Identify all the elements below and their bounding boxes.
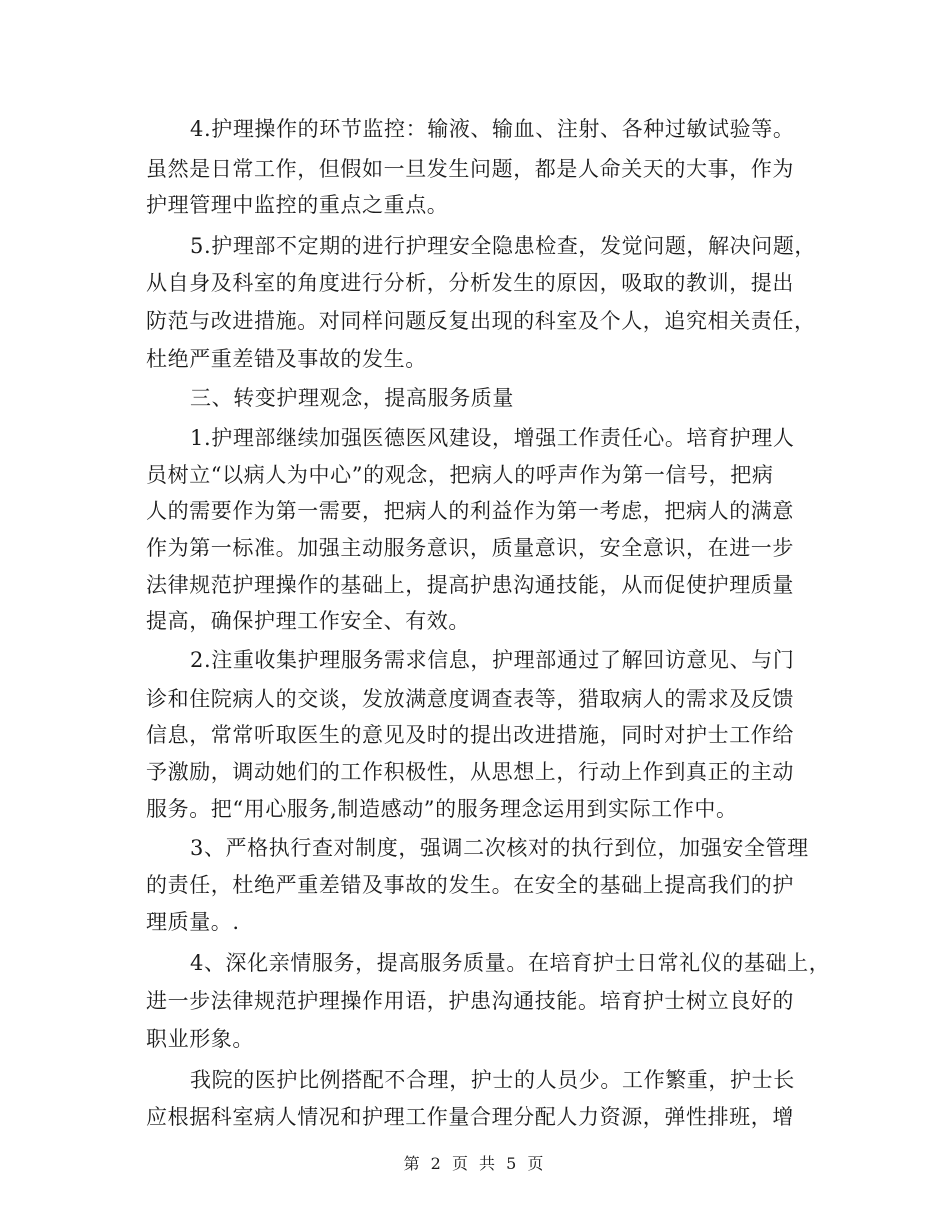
text-line: 的责任，杜绝严重差错及事故的发生。在安全的基础上提高我们的护 [146, 873, 794, 897]
text-line: 理质量。. [146, 910, 240, 934]
text-line: 进一步法律规范护理操作用语，护患沟通技能。培育护士树立良好的 [146, 989, 794, 1013]
text-line: 护理管理中监控的重点之重点。 [146, 193, 449, 217]
text-line: 防范与改进措施。对同样问题反复出现的科室及个人，追究相关责任， [146, 309, 816, 333]
text-line: 人的需要作为第一需要，把病人的利益作为第一考虑，把病人的满意 [146, 499, 794, 523]
text-line: 4、深化亲情服务，提高服务质量。在培育护士日常礼仪的基础上， [190, 951, 831, 975]
text-line: 杜绝严重差错及事故的发生。 [146, 347, 427, 371]
text-line: 从自身及科室的角度进行分析，分析发生的原因，吸取的教训，提出 [146, 271, 794, 295]
text-line: 3、严格执行查对制度，强调二次核对的执行到位，加强安全管理 [190, 836, 809, 860]
section-heading: 三、转变护理观念，提高服务质量 [190, 386, 514, 410]
text-line: 服务。把“用心服务,制造感动”的服务理念运用到实际工作中。 [146, 797, 738, 821]
text-line: 我院的医护比例搭配不合理，护士的人员少。工作繁重，护士长 [190, 1068, 795, 1092]
text-line: 应根据科室病人情况和护理工作量合理分配人力资源，弹性排班，增 [146, 1105, 794, 1129]
text-line: 虽然是日常工作，但假如一旦发生问题，都是人命关天的大事，作为 [146, 157, 794, 181]
text-line: 诊和住院病人的交谈，发放满意度调查表等，猎取病人的需求及反馈 [146, 687, 794, 711]
text-line: 作为第一标准。加强主动服务意识，质量意识，安全意识，在进一步 [146, 536, 794, 560]
text-line: 2.注重收集护理服务需求信息，护理部通过了解回访意见、与门 [190, 648, 795, 672]
text-line: 员树立“以病人为中心”的观念，把病人的呼声作为第一信号，把病 [146, 463, 774, 487]
text-line: 信息，常常听取医生的意见及时的提出改进措施，同时对护士工作给 [146, 723, 794, 747]
text-line: 提高，确保护理工作安全、有效。 [146, 609, 470, 633]
page-number-footer: 第 2 页 共 5 页 [403, 1154, 547, 1173]
text-line: 法律规范护理操作的基础上，提高护患沟通技能，从而促使护理质量 [146, 573, 794, 597]
text-line: 予激励，调动她们的工作积极性，从思想上，行动上作到真正的主动 [146, 760, 794, 784]
text-line: 职业形象。 [146, 1027, 254, 1051]
text-line: 1.护理部继续加强医德医风建设，增强工作责任心。培育护理人 [190, 426, 795, 450]
text-line: 5.护理部不定期的进行护理安全隐患检查，发觉问题，解决问题， [190, 234, 817, 258]
text-line: 4.护理操作的环节监控：输液、输血、注射、各种过敏试验等。 [190, 117, 795, 141]
